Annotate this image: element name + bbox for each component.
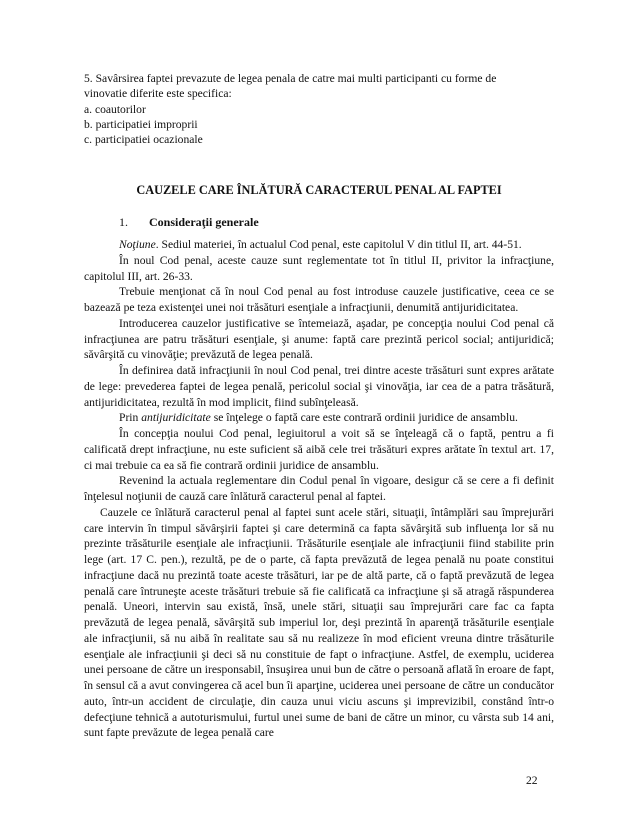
- option-c: c. participatiei ocazionale: [84, 133, 203, 147]
- question-stem-line-2: vinovatie diferite este specifica:: [84, 87, 232, 101]
- antijuridicitate-term: antijuridicitate: [141, 411, 211, 425]
- paragraph: În concepţia noului Cod penal, legiuitorul a voit să se înţeleagă că o faptă, pentru a fi calificată drept infracţiune, nu este suficient să aibă cele trei trăsături expres arătate în textul art. 17, ci mai trebuie ca ea să fie contrară ordinii juridice de ansamblu.: [84, 427, 554, 472]
- paragraph: Revenind la actuala reglementare din Codul penal în vigoare, desigur că se cere a fi definit înţelesul noţiunii de cauză care înlătură caracterul penal al faptei.: [84, 474, 554, 503]
- paragraph: În definirea dată infracţiunii în noul Cod penal, trei dintre aceste trăsături sunt expres arătate de lege: prevederea faptei de legea penală, pericolul social şi vinovăţia, iar cea de a patra trăsătură, antijuridicitatea, rezultă în mod implicit, fiind subînţeleasă.: [84, 364, 554, 409]
- p6-pre: Prin: [119, 411, 142, 425]
- paragraph: În noul Cod penal, aceste cauze sunt reglementate tot în titlul II, privitor la infracţiune, capitolul III, art. 26-33.: [84, 253, 554, 283]
- option-b: b. participatiei improprii: [84, 117, 198, 131]
- notiune-text: . Sediul materiei, în actualul Cod penal, este capitolul V din titlul II, art. 44-51.: [155, 238, 522, 251]
- p6-post: se înţelege o faptă care este contrară ordinii juridice de ansamblu.: [210, 411, 518, 425]
- paragraph-notiune: [84, 237, 554, 253]
- page-number: 22: [526, 774, 538, 787]
- body-text: [84, 237, 554, 741]
- paragraph-antijuridicitate: [84, 410, 554, 426]
- section-number: 1.: [119, 215, 128, 229]
- paragraph: Trebuie menţionat că în noul Cod penal au fost introduse cauzele justificative, ceea ce se bazează pe teza existenţei unei noi trăsături esenţiale a infracţiunii, denumită antijuridicitatea.: [84, 285, 554, 314]
- notiune-label: Noţiune: [119, 238, 156, 251]
- paragraph: Cauzele ce înlătură caracterul penal al faptei sunt acele stări, situaţii, întâmplări sau împrejurări care intervin în timpul săvârşirii faptei şi care determină ca fapta săvârşită sub influenţa lor să nu prezinte trăsăturile esenţiale ale infracţiunii. Trăsăturile esenţiale ale infracţiunii fiind stabilite prin lege (art. 17 C. pen.), rezultă, pe de o parte, că fapta prevăzută de legea penală nu poate constitui infracţiune dacă nu prezintă toate aceste trăsături, iar pe de altă parte, că o faptă prevăzută de legea penală care întruneşte aceste trăsături trebuie să fie calificată ca infracţiune şi să atragă răspunderea penală. Uneori, intervin sau există, însă, unele stări, situaţii sau împrejurări care fac ca fapta prevăzută de legea penală, săvârşită sub imperiul lor, deşi prezintă în aparenţă trăsăturile esenţiale ale infracţiunii, să nu aibă în realitate sau să nu realizeze în mod eficient vreuna dintre trăsăturile esenţiale ale infracţiunii şi deci să nu constituie de fapt o infracţiune. Astfel, de exemplu, uciderea unei persoane de către un iresponsabil, însuşirea unui bun de către o persoană aflată în eroare de fapt, în sensul că a avut convingerea că acel bun îi aparţine, uciderea unei persoane de către un conducător auto, într-un accident de circulaţie, din cauza unui viciu ascuns şi imprevizibil, constând într-o defecţiune tehnică a autoturismului, furtul unei sume de bani de către un minor, cu vârsta sub 14 ani, sunt fapte prevăzute de legea penală care: [84, 505, 554, 740]
- question-stem-line-1: 5. Savârsirea faptei prevazute de legea penala de catre mai multi participanti cu forme de: [84, 72, 497, 85]
- section-title: Consideraţii generale: [149, 215, 259, 229]
- section-heading: [119, 215, 259, 230]
- paragraph: Introducerea cauzelor justificative se întemeiază, aşadar, pe concepţia noului Cod penal că infracţiunea are patru trăsături esenţiale, şi anume: faptă care prezintă pericol social; antijuridică; săvârşită cu vinovăţie; prevăzută de legea penală.: [84, 316, 554, 362]
- quiz-question: [84, 71, 554, 147]
- option-a: a. coautorilor: [84, 102, 146, 116]
- chapter-heading: CAUZELE CARE ÎNLĂTURĂ CARACTERUL PENAL AL FAPTEI: [136, 183, 502, 197]
